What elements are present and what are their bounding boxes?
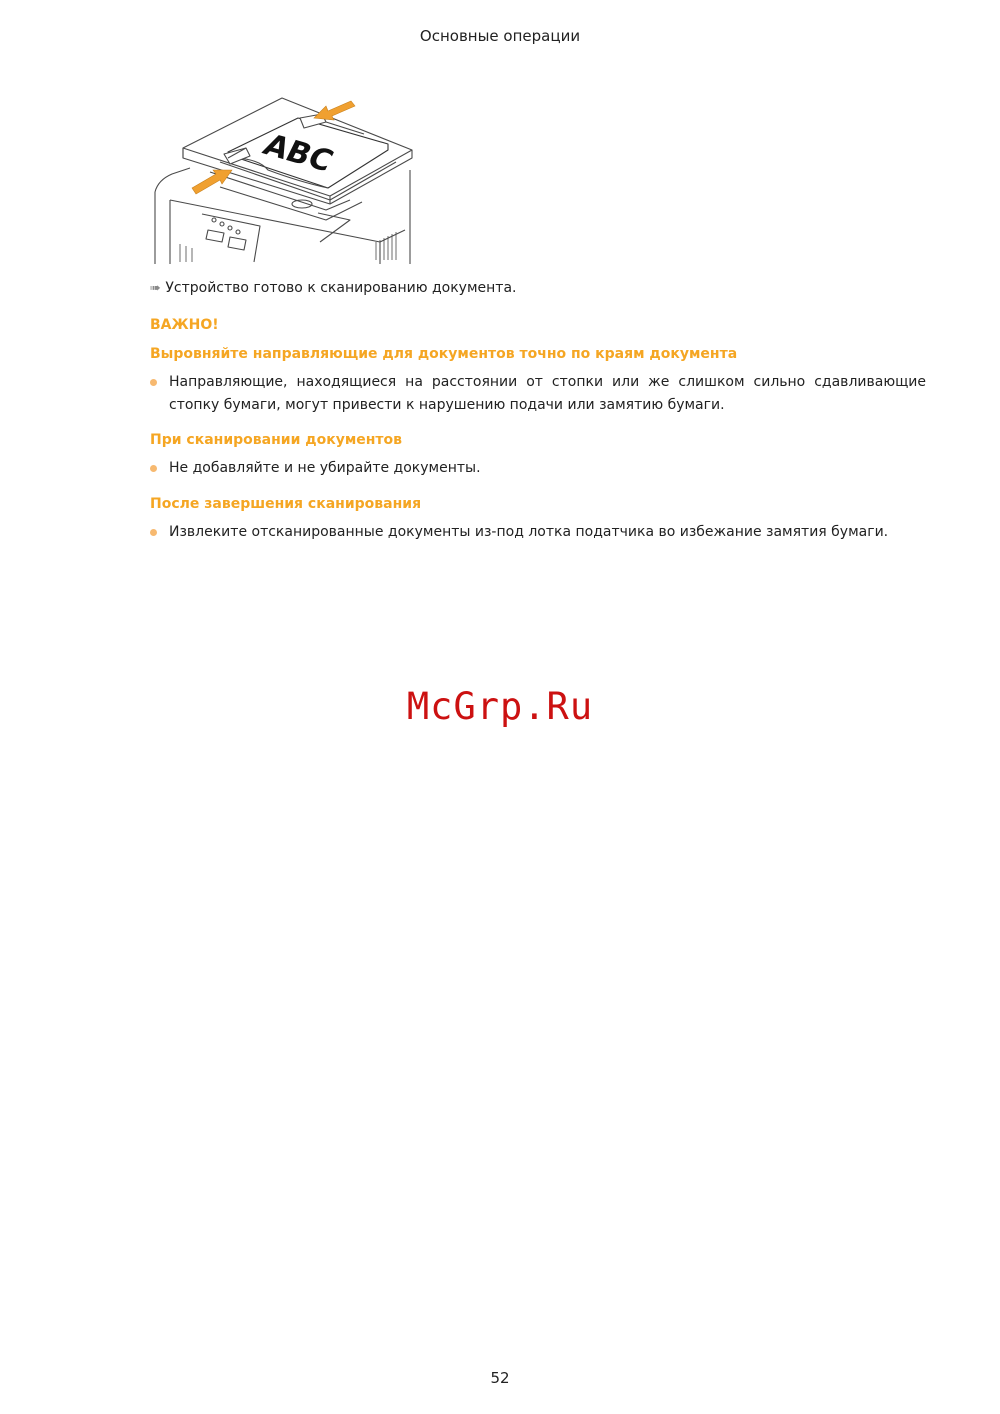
scanner-illustration (150, 92, 420, 266)
section-heading-after-scan: После завершения сканирования (150, 496, 422, 512)
bullet-icon (150, 465, 157, 472)
bullet-icon (150, 379, 157, 386)
watermark: McGrp.Ru (406, 685, 594, 728)
list-item (150, 457, 926, 480)
section-heading-during-scan: При сканировании документов (150, 432, 403, 448)
bullet-icon (150, 529, 157, 536)
list-item-text: Извлеките отсканированные документы из-под лотка податчика во избежание замятия бумаги. (169, 524, 889, 540)
list-item-text: Направляющие, находящиеся на расстоянии от стопки или же слишком сильно сдавливающие стопку бумаги, могут привести к нарушению подачи или замятию бумаги. (169, 374, 926, 413)
page-number: 52 (490, 1369, 510, 1387)
list-item (150, 521, 926, 544)
result-message (150, 280, 516, 296)
document-text: ABC (257, 128, 339, 179)
result-text: Устройство готово к сканированию документа. (165, 280, 517, 296)
result-arrow-icon: ➠ (150, 281, 159, 296)
page-header: Основные операции (419, 27, 581, 45)
list-item (150, 371, 926, 417)
list-item-text: Не добавляйте и не убирайте документы. (169, 460, 481, 476)
section-heading-align-guides: Выровняйте направляющие для документов точно по краям документа (150, 346, 738, 362)
important-label: ВАЖНО! (150, 317, 219, 333)
